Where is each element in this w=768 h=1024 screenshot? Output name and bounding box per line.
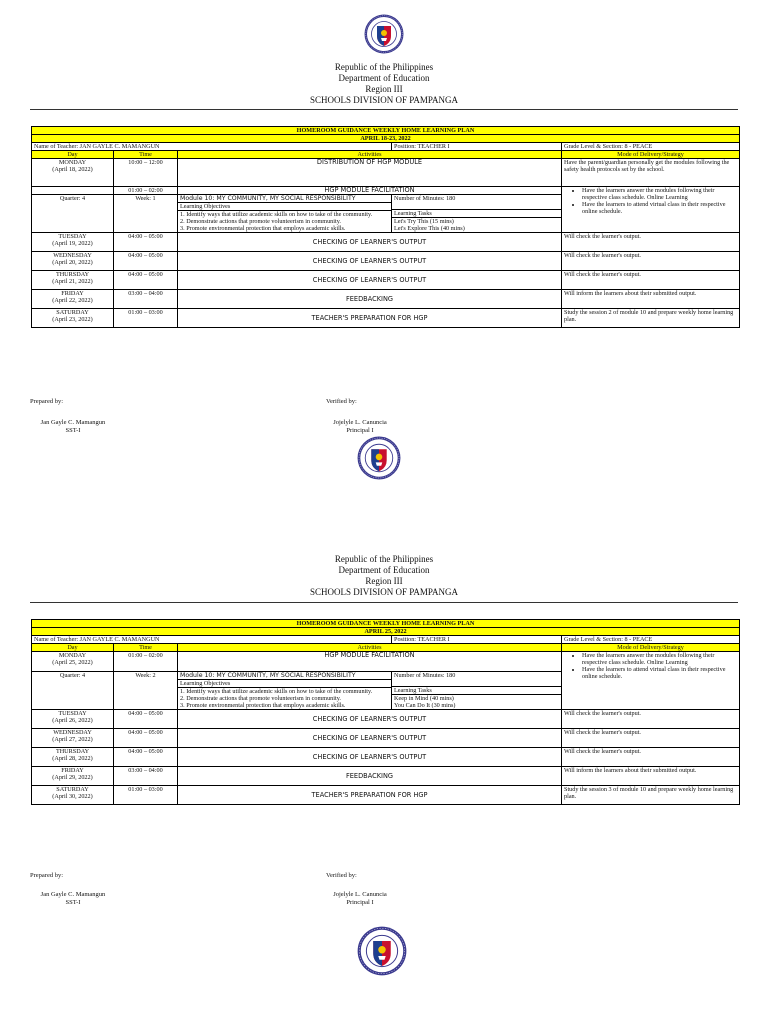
preparer-name: Jan Gayle C. Mamangun xyxy=(40,891,106,898)
plan-title: HOMEROOM GUIDANCE WEEKLY HOME LEARNING PLAN xyxy=(32,620,740,628)
header-line-4: SCHOOLS DIVISION OF PAMPANGA xyxy=(309,587,459,597)
day-date: (April 30, 2022) xyxy=(52,793,93,800)
module-objectives-cell xyxy=(178,672,392,710)
header-line-4: SCHOOLS DIVISION OF PAMPANGA xyxy=(309,95,459,105)
module-objectives-cell xyxy=(178,195,392,233)
letterhead xyxy=(0,62,768,106)
day-cell xyxy=(32,729,114,748)
minutes-label: Number of Minutes: 180 xyxy=(392,672,561,687)
preparer-name: Jan Gayle C. Mamangun xyxy=(40,419,106,426)
module-title: Module 10: MY COMMUNITY, MY SOCIAL RESPONSIBILITY xyxy=(178,195,391,203)
minutes-tasks-cell xyxy=(392,672,562,710)
col-header-time: Time xyxy=(114,644,178,652)
day-name: FRIDAY xyxy=(61,290,84,297)
day-date: (April 19, 2022) xyxy=(52,240,93,247)
learning-plan-table xyxy=(31,619,739,805)
verifier-signature xyxy=(320,419,400,435)
verifier-signature xyxy=(320,891,400,907)
mode-cell: Will check the learner's output. xyxy=(562,729,740,748)
time-cell: 04:00 – 05:00 xyxy=(114,233,178,252)
verified-by-label: Verified by: xyxy=(326,872,357,879)
mode-cell: Will check the learner's output. xyxy=(562,233,740,252)
time-cell: 04:00 – 05:00 xyxy=(114,729,178,748)
day-date: (April 27, 2022) xyxy=(52,736,93,743)
col-header-mode: Mode of Delivery/Strategy xyxy=(562,644,740,652)
mode-cell: Study the session 3 of module 10 and prepare weekly home learning plan. xyxy=(562,786,740,805)
time-cell: 01:00 – 02:00 xyxy=(114,187,178,195)
time-cell: 04:00 – 05:00 xyxy=(114,271,178,290)
teacher-name: Name of Teacher: JAN GAYLE C. MAMANGUN xyxy=(32,636,392,644)
plan-title: HOMEROOM GUIDANCE WEEKLY HOME LEARNING PLAN xyxy=(32,127,740,135)
divider xyxy=(30,602,738,603)
day-date: (April 28, 2022) xyxy=(52,755,93,762)
quarter-cell: Quarter: 4 xyxy=(32,195,114,233)
mode-cell xyxy=(562,652,740,710)
day-date: (April 20, 2022) xyxy=(52,259,93,266)
day-date: (April 18, 2022) xyxy=(52,166,93,173)
objective-item: 1. Identify ways that utilize academic skills on how to take of the community. xyxy=(180,688,373,695)
position: Position: TEACHER I xyxy=(392,143,562,151)
day-name: TUESDAY xyxy=(58,710,87,717)
mode-cell: Will check the learner's output. xyxy=(562,271,740,290)
header-line-2: Department of Education xyxy=(338,565,430,575)
mode-cell xyxy=(562,187,740,233)
objective-item: 3. Promote environmental protection that employs academic skills. xyxy=(180,225,346,232)
mode-cell: Will inform the learners about their submitted output. xyxy=(562,290,740,309)
day-name: MONDAY xyxy=(58,159,87,166)
prepared-by-label: Prepared by: xyxy=(30,872,64,879)
col-header-day: Day xyxy=(32,151,114,159)
grade-section: Grade Level & Section: 8 - PEACE xyxy=(562,143,740,151)
day-cell xyxy=(32,290,114,309)
mode-cell: Will check the learner's output. xyxy=(562,252,740,271)
task-item: Let's Explore This (40 mins) xyxy=(394,225,465,232)
objectives-label: Learning Objectives xyxy=(178,680,391,688)
activity-cell: CHECKING OF LEARNER'S OUTPUT xyxy=(178,710,562,729)
activity-cell: CHECKING OF LEARNER'S OUTPUT xyxy=(178,271,562,290)
task-item: You Can Do It (30 mins) xyxy=(394,702,456,709)
day-cell xyxy=(32,233,114,252)
quarter-cell: Quarter: 4 xyxy=(32,672,114,710)
preparer-signature xyxy=(30,891,116,907)
time-cell: 01:00 – 03:00 xyxy=(114,309,178,328)
col-header-time: Time xyxy=(114,151,178,159)
objective-item: 2. Demonstrate actions that promote volunteerism in community. xyxy=(180,695,341,702)
mode-bullet: • Have the learners to attend virtual class in their respective online schedule. xyxy=(582,666,737,680)
day-cell-empty xyxy=(32,187,114,195)
header-line-2: Department of Education xyxy=(338,73,430,83)
preparer-title: SST-I xyxy=(65,427,81,434)
day-date: (April 29, 2022) xyxy=(52,774,93,781)
day-cell xyxy=(32,159,114,187)
day-cell xyxy=(32,786,114,805)
activity-cell: CHECKING OF LEARNER'S OUTPUT xyxy=(178,233,562,252)
activity-cell: CHECKING OF LEARNER'S OUTPUT xyxy=(178,252,562,271)
day-name: THURSDAY xyxy=(55,748,90,755)
position: Position: TEACHER I xyxy=(392,636,562,644)
day-name: SATURDAY xyxy=(56,309,89,316)
time-cell: 03:00 – 04:00 xyxy=(114,290,178,309)
mode-bullet: • Have the learners to attend virtual class in their respective online schedule. xyxy=(582,201,737,215)
activity-cell: DISTRIBUTION OF HGP MODULE xyxy=(178,159,562,187)
day-date: (April 22, 2022) xyxy=(52,297,93,304)
prepared-by-label: Prepared by: xyxy=(30,398,64,405)
minutes-label: Number of Minutes: 180 xyxy=(392,195,561,210)
day-name: MONDAY xyxy=(58,652,87,659)
deped-seal-icon xyxy=(357,926,407,976)
verified-by-label: Verified by: xyxy=(326,398,357,405)
col-header-activities: Activities xyxy=(178,151,562,159)
letterhead xyxy=(0,554,768,598)
day-cell xyxy=(32,710,114,729)
week-cell: Week: 1 xyxy=(114,195,178,233)
task-item: Let's Try This (15 mins) xyxy=(394,218,454,225)
deped-seal-icon xyxy=(357,436,401,480)
teacher-name: Name of Teacher: JAN GAYLE C. MAMANGUN xyxy=(32,143,392,151)
day-name: WEDNESDAY xyxy=(53,729,92,736)
module-title: Module 10: MY COMMUNITY, MY SOCIAL RESPONSIBILITY xyxy=(178,672,391,680)
header-line-1: Republic of the Philippines xyxy=(334,554,434,564)
col-header-day: Day xyxy=(32,644,114,652)
day-name: WEDNESDAY xyxy=(53,252,92,259)
week-cell: Week: 2 xyxy=(114,672,178,710)
activity-cell: CHECKING OF LEARNER'S OUTPUT xyxy=(178,748,562,767)
time-cell: 03:00 – 04:00 xyxy=(114,767,178,786)
activity-cell: TEACHER'S PREPARATION FOR HGP xyxy=(178,786,562,805)
time-cell: 01:00 – 03:00 xyxy=(114,786,178,805)
divider xyxy=(30,109,738,110)
col-header-mode: Mode of Delivery/Strategy xyxy=(562,151,740,159)
deped-seal-icon xyxy=(364,14,404,54)
day-cell xyxy=(32,652,114,672)
header-line-1: Republic of the Philippines xyxy=(334,62,434,72)
mode-cell: Will check the learner's output. xyxy=(562,710,740,729)
preparer-signature xyxy=(30,419,116,435)
activity-cell: CHECKING OF LEARNER'S OUTPUT xyxy=(178,729,562,748)
mode-cell: Study the session 2 of module 10 and prepare weekly home learning plan. xyxy=(562,309,740,328)
activity-cell: TEACHER'S PREPARATION FOR HGP xyxy=(178,309,562,328)
day-name: THURSDAY xyxy=(55,271,90,278)
mode-cell: Will check the learner's output. xyxy=(562,748,740,767)
header-line-3: Region III xyxy=(365,84,403,94)
day-date: (April 21, 2022) xyxy=(52,278,93,285)
time-cell: 04:00 – 05:00 xyxy=(114,748,178,767)
activity-cell: FEEDBACKING xyxy=(178,767,562,786)
day-cell xyxy=(32,309,114,328)
verifier-name: Jojelyle L. Canuncia xyxy=(333,419,387,426)
day-name: TUESDAY xyxy=(58,233,87,240)
task-item: Keep in Mind (40 mins) xyxy=(394,695,454,702)
day-date: (April 23, 2022) xyxy=(52,316,93,323)
verifier-title: Principal I xyxy=(346,427,374,434)
activity-cell: FEEDBACKING xyxy=(178,290,562,309)
learning-plan-table xyxy=(31,126,739,328)
day-cell xyxy=(32,767,114,786)
activity-cell: HGP MODULE FACILITATION xyxy=(178,652,562,672)
mode-bullet: • Have the learners answer the modules following their respective class schedule. Online Learning xyxy=(582,187,737,201)
objective-item: 1. Identify ways that utilize academic skills on how to take of the community. xyxy=(180,211,373,218)
objectives-label: Learning Objectives xyxy=(178,203,391,211)
grade-section: Grade Level & Section: 8 - PEACE xyxy=(562,636,740,644)
day-cell xyxy=(32,748,114,767)
day-cell xyxy=(32,271,114,290)
activity-cell: HGP MODULE FACILITATION xyxy=(178,187,562,195)
day-cell xyxy=(32,252,114,271)
time-cell: 01:00 – 02:00 xyxy=(114,652,178,672)
time-cell: 04:00 – 05:00 xyxy=(114,710,178,729)
tasks-label: Learning Tasks xyxy=(392,687,561,695)
plan-date: APRIL 25, 2022 xyxy=(32,628,740,636)
day-date: (April 25, 2022) xyxy=(52,659,93,666)
preparer-title: SST-I xyxy=(65,899,81,906)
day-name: FRIDAY xyxy=(61,767,84,774)
mode-bullet: • Have the learners answer the modules following their respective class schedule. Online Learning xyxy=(582,652,737,666)
plan-date: APRIL 18-23, 2022 xyxy=(32,135,740,143)
verifier-title: Principal I xyxy=(346,899,374,906)
objective-item: 3. Promote environmental protection that employs academic skills. xyxy=(180,702,346,709)
col-header-activities: Activities xyxy=(178,644,562,652)
day-date: (April 26, 2022) xyxy=(52,717,93,724)
time-cell: 04:00 – 05:00 xyxy=(114,252,178,271)
objective-item: 2. Demonstrate actions that promote volunteerism in community. xyxy=(180,218,341,225)
mode-cell: Will inform the learners about their submitted output. xyxy=(562,767,740,786)
header-line-3: Region III xyxy=(365,576,403,586)
mode-cell: Have the parent/guardian personally get the modules following the safety health protocols set by the school. xyxy=(562,159,740,187)
minutes-tasks-cell xyxy=(392,195,562,233)
verifier-name: Jojelyle L. Canuncia xyxy=(333,891,387,898)
day-name: SATURDAY xyxy=(56,786,89,793)
time-cell: 10:00 – 12:00 xyxy=(114,159,178,187)
tasks-label: Learning Tasks xyxy=(392,210,561,218)
